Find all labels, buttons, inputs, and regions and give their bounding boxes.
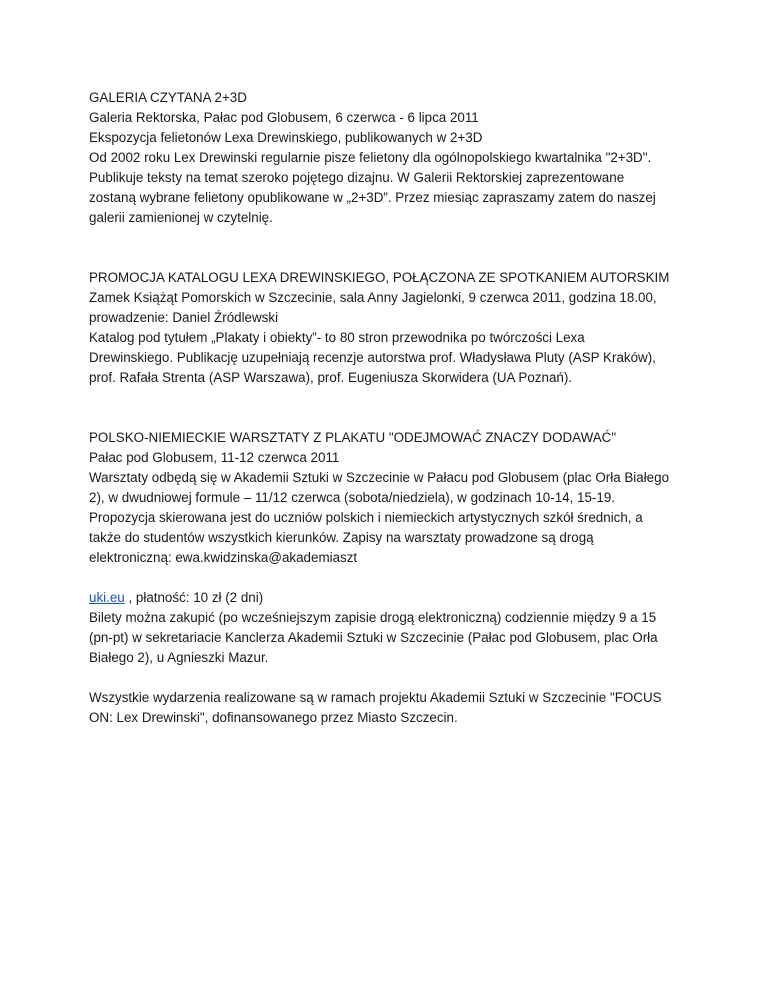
section-line: Warsztaty odbędą się w Akademii Sztuki w Szczecinie w Pałacu pod Globusem (plac Orła Białego	[89, 470, 670, 485]
spacer	[89, 228, 689, 268]
section-tickets	[89, 588, 689, 668]
section-line: Publikuje teksty na temat szeroko pojętego dizajnu. W Galerii Rektorskiej zaprezentowane	[89, 170, 625, 185]
tickets-line: Bilety można zakupić (po wcześniejszym zapisie drogą elektroniczną) codziennie między 9 a 15	[89, 610, 657, 625]
footer-line: Wszystkie wydarzenia realizowane są w ramach projektu Akademii Sztuki w Szczecinie "FOCUS	[89, 690, 662, 705]
section-line: prowadzenie: Daniel Źródlewski	[89, 310, 279, 325]
spacer	[89, 668, 689, 688]
section-line: elektroniczną: ewa.kwidzinska@akademiaszt	[89, 550, 358, 565]
section-galeria-czytana	[89, 88, 689, 228]
section-line: Katalog pod tytułem „Plakaty i obiekty”- to 80 stron przewodnika po twórczości Lexa	[89, 330, 585, 345]
section-line: Pałac pod Globusem, 11-12 czerwca 2011	[89, 450, 340, 465]
section-line: zostaną wybrane felietony opublikowane w „2+3D”. Przez miesiąc zapraszamy zatem do naszej	[89, 190, 656, 205]
section-promocja-katalogu	[89, 268, 689, 388]
section-title: POLSKO-NIEMIECKIE WARSZTATY Z PLAKATU "ODEJMOWAĆ ZNACZY DODAWAĆ"	[89, 430, 617, 445]
tickets-line: Białego 2), u Agnieszki Mazur.	[89, 650, 269, 665]
email-domain-link[interactable]: uki.eu	[89, 590, 125, 605]
section-line: Od 2002 roku Lex Drewinski regularnie pisze felietony dla ogólnopolskiego kwartalnika "2+3D".	[89, 150, 652, 165]
tickets-line: (pn-pt) w sekretariacie Kanclerza Akademii Sztuki w Szczecinie (Pałac pod Globusem, plac Orła	[89, 630, 658, 645]
section-footer-note	[89, 688, 689, 728]
section-line: Galeria Rektorska, Pałac pod Globusem, 6 czerwca - 6 lipca 2011	[89, 110, 479, 125]
section-warsztaty	[89, 428, 689, 568]
section-line: Zamek Książąt Pomorskich w Szczecinie, sala Anny Jagielonki, 9 czerwca 2011, godzina 18.00,	[89, 290, 657, 305]
section-line: Ekspozycja felietonów Lexa Drewinskiego, publikowanych w 2+3D	[89, 130, 483, 145]
tickets-price: , płatność: 10 zł (2 dni)	[124, 590, 264, 605]
spacer	[89, 388, 689, 428]
footer-line: ON: Lex Drewinski", dofinansowanego przez Miasto Szczecin.	[89, 710, 458, 725]
tickets-link-line	[89, 588, 689, 608]
section-line: galerii zamienionej w czytelnię.	[89, 210, 273, 225]
spacer	[89, 568, 689, 588]
section-title: PROMOCJA KATALOGU LEXA DREWINSKIEGO, POŁĄCZONA ZE SPOTKANIEM AUTORSKIM	[89, 270, 670, 285]
section-line: także do studentów wszystkich kierunków. Zapisy na warsztaty prowadzone są drogą	[89, 530, 594, 545]
section-line: Drewinskiego. Publikację uzupełniają recenzje autorstwa prof. Władysława Pluty (ASP Kraków),	[89, 350, 656, 365]
section-line: prof. Rafała Strenta (ASP Warszawa), prof. Eugeniusza Skorwidera (UA Poznań).	[89, 370, 573, 385]
document-page	[89, 88, 689, 728]
section-line: 2), w dwudniowej formule – 11/12 czerwca (sobota/niedziela), w godzinach 10-14, 15-19.	[89, 490, 615, 505]
section-title: GALERIA CZYTANA 2+3D	[89, 90, 247, 105]
section-line: Propozycja skierowana jest do uczniów polskich i niemieckich artystycznych szkół średnich, a	[89, 510, 643, 525]
